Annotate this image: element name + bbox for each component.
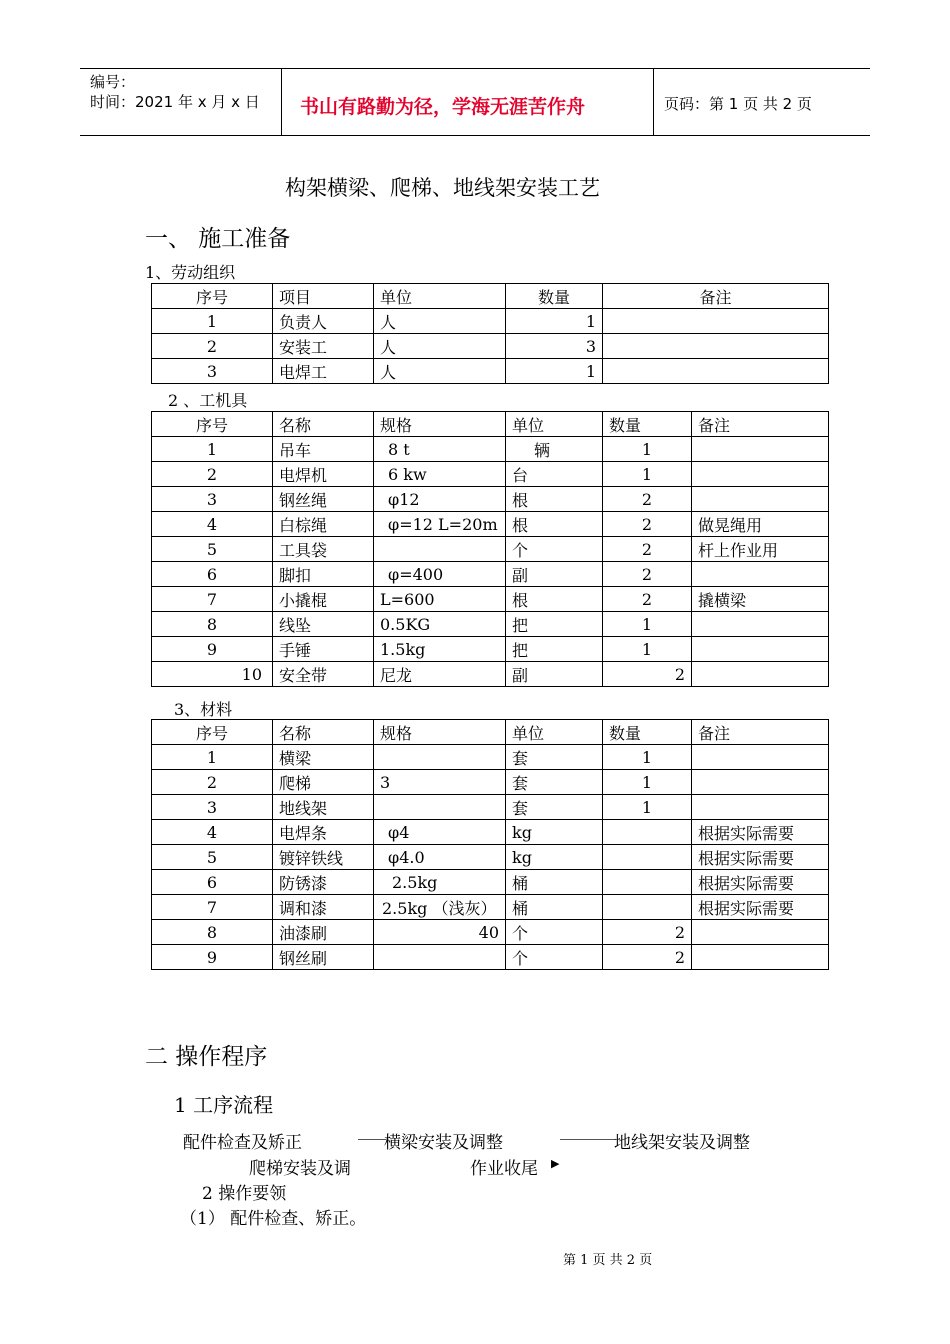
table-row [152,309,829,334]
table-row [152,845,829,870]
cell: 地线架 [273,795,374,820]
table-header-row [152,412,829,437]
cell: 1 [603,612,692,637]
flow-connector [358,1139,386,1140]
cell: 安全带 [273,662,374,687]
header-cell: 备注 [603,284,829,309]
cell: 爬梯 [273,770,374,795]
header-cell: 数量 [506,284,603,309]
cell [603,334,829,359]
flow-step-4: 爬梯安装及调 [249,1159,351,1179]
cell: 白棕绳 [273,512,374,537]
cell: 2.5kg （浅灰） [374,895,506,920]
cell: 6 [152,870,273,895]
header-cell: 备注 [692,412,829,437]
cell [692,462,829,487]
header-cell: 规格 [374,720,506,745]
cell: 做晃绳用 [692,512,829,537]
cell: 1 [603,437,692,462]
cell: 套 [506,770,603,795]
cell: 8 [152,612,273,637]
cell: 镀锌铁线 [273,845,374,870]
cell: 2 [152,770,273,795]
materials-table [151,719,829,970]
table-row [152,870,829,895]
table-row [152,487,829,512]
cell: 根据实际需要 [692,870,829,895]
cell: L=600 [374,587,506,612]
cell: 5 [152,537,273,562]
cell [603,845,692,870]
cell: 2 [603,512,692,537]
cell: 1 [152,437,273,462]
cell: 根据实际需要 [692,820,829,845]
cell: 4 [152,512,273,537]
table-row [152,359,829,384]
table-row [152,437,829,462]
cell [603,820,692,845]
cell: 1.5kg [374,637,506,662]
cell: φ12 [374,487,506,512]
section1-heading: 一、 施工准备 [145,226,291,252]
cell [374,945,506,970]
cell [603,895,692,920]
cell: 副 [506,562,603,587]
cell: 辆 [506,437,603,462]
cell: 1 [152,745,273,770]
header-cell: 数量 [603,412,692,437]
header-cell: 序号 [152,412,273,437]
cell [374,795,506,820]
cell [692,487,829,512]
cell [692,612,829,637]
arrow-right-icon: ▶ [551,1157,560,1170]
cell: 1 [603,770,692,795]
cell: 1 [603,795,692,820]
process-flow-label: 1 工序流程 [174,1093,274,1117]
cell: 防锈漆 [273,870,374,895]
cell: 2 [603,537,692,562]
cell: 8 t [374,437,506,462]
flow-step-2: 横梁安装及调整 [384,1133,503,1153]
cell: 7 [152,895,273,920]
materials-label: 3、材料 [174,700,233,719]
table-row [152,745,829,770]
cell: φ=12 L=20m [374,512,506,537]
header-cell: 规格 [374,412,506,437]
cell: 小撬棍 [273,587,374,612]
cell: 10 [152,662,273,687]
header-cell: 名称 [273,720,374,745]
cell: 电焊机 [273,462,374,487]
cell: 个 [506,945,603,970]
cell: 电焊工 [273,359,374,384]
cell: 个 [506,920,603,945]
cell: 台 [506,462,603,487]
cell: 安装工 [273,334,374,359]
cell: 40 [374,920,506,945]
flow-step-5: 作业收尾 [470,1159,538,1179]
cell: 根据实际需要 [692,895,829,920]
cell: 撬横梁 [692,587,829,612]
cell: 个 [506,537,603,562]
cell: 2 [152,334,273,359]
header-cell: 备注 [692,720,829,745]
cell: 负责人 [273,309,374,334]
cell: 钢丝刷 [273,945,374,970]
flow-connector [560,1139,616,1140]
cell: kg [506,845,603,870]
cell [692,562,829,587]
cell: 1 [506,359,603,384]
item-1: （1） 配件检查、矫正。 [180,1209,367,1229]
cell: 2 [603,920,692,945]
table-row [152,795,829,820]
cell [692,437,829,462]
cell: 套 [506,795,603,820]
header-cell: 序号 [152,284,273,309]
header-cell: 数量 [603,720,692,745]
table-row [152,562,829,587]
cell: 2 [603,945,692,970]
cell: 人 [374,309,506,334]
cell: 油漆刷 [273,920,374,945]
cell: 根 [506,587,603,612]
table-row [152,770,829,795]
table-row [152,537,829,562]
header-cell: 序号 [152,720,273,745]
cell: 2.5kg [374,870,506,895]
cell: 根 [506,512,603,537]
table-row [152,945,829,970]
cell: φ4 [374,820,506,845]
cell: 1 [506,309,603,334]
table-header-row [152,720,829,745]
table-row [152,920,829,945]
page-footer: 第 1 页 共 2 页 [563,1253,653,1268]
cell [603,870,692,895]
cell: 3 [374,770,506,795]
cell: φ=400 [374,562,506,587]
table-row [152,637,829,662]
table-row [152,820,829,845]
cell [692,920,829,945]
table-row [152,462,829,487]
table-header-row [152,284,829,309]
cell: 0.5KG [374,612,506,637]
table-row [152,895,829,920]
header-cell: 单位 [506,412,603,437]
cell: φ4.0 [374,845,506,870]
cell: 根据实际需要 [692,845,829,870]
document-title: 构架横梁、爬梯、地线架安装工艺 [285,176,600,200]
cell: 手锤 [273,637,374,662]
cell [374,745,506,770]
cell: 7 [152,587,273,612]
cell [692,662,829,687]
cell [692,637,829,662]
cell: 2 [152,462,273,487]
cell: 人 [374,334,506,359]
header-cell: 名称 [273,412,374,437]
header-cell: 单位 [506,720,603,745]
cell: 把 [506,612,603,637]
labor-table [151,283,829,384]
table-row [152,334,829,359]
cell: 3 [152,487,273,512]
number-label: 编号： [90,73,136,91]
table-row [152,662,829,687]
cell: 调和漆 [273,895,374,920]
cell: 2 [603,587,692,612]
cell: 9 [152,637,273,662]
tools-table [151,411,829,687]
time-label: 时间：2021 年 x 月 x 日 [90,93,260,111]
tools-label: 2 、工机具 [168,391,248,410]
cell: 9 [152,945,273,970]
cell [374,537,506,562]
cell: 8 [152,920,273,945]
cell: 横梁 [273,745,374,770]
cell: 1 [603,745,692,770]
cell: 工具袋 [273,537,374,562]
flow-step-1: 配件检查及矫正 [183,1133,302,1153]
cell [692,945,829,970]
header-cell: 项目 [273,284,374,309]
cell: 尼龙 [374,662,506,687]
cell: 把 [506,637,603,662]
section2-heading: 二 操作程序 [145,1044,268,1070]
cell: 3 [506,334,603,359]
cell: 线坠 [273,612,374,637]
cell: kg [506,820,603,845]
cell: 套 [506,745,603,770]
cell: 3 [152,795,273,820]
cell: 6 [152,562,273,587]
cell: 6 kw [374,462,506,487]
cell: 脚扣 [273,562,374,587]
header-cell: 单位 [374,284,506,309]
cell: 4 [152,820,273,845]
cell: 2 [603,487,692,512]
cell [692,795,829,820]
motto: 书山有路勤为径，学海无涯苦作舟 [300,96,586,118]
cell: 2 [603,562,692,587]
flow-step-3: 地线架安装及调整 [614,1133,750,1153]
cell: 钢丝绳 [273,487,374,512]
cell: 1 [603,637,692,662]
cell: 5 [152,845,273,870]
cell: 1 [152,309,273,334]
cell: 桶 [506,895,603,920]
cell: 桶 [506,870,603,895]
page-info: 页码：第 1 页 共 2 页 [664,95,812,113]
cell: 1 [603,462,692,487]
cell: 副 [506,662,603,687]
table-row [152,512,829,537]
cell: 2 [603,662,692,687]
cell: 吊车 [273,437,374,462]
cell [692,745,829,770]
labor-label: 1、劳动组织 [145,263,236,282]
cell [603,309,829,334]
operation-essentials-label: 2 操作要领 [202,1184,287,1204]
table-row [152,612,829,637]
cell: 根 [506,487,603,512]
cell: 电焊条 [273,820,374,845]
cell: 杆上作业用 [692,537,829,562]
cell: 3 [152,359,273,384]
cell [692,770,829,795]
table-row [152,587,829,612]
cell: 人 [374,359,506,384]
cell [603,359,829,384]
